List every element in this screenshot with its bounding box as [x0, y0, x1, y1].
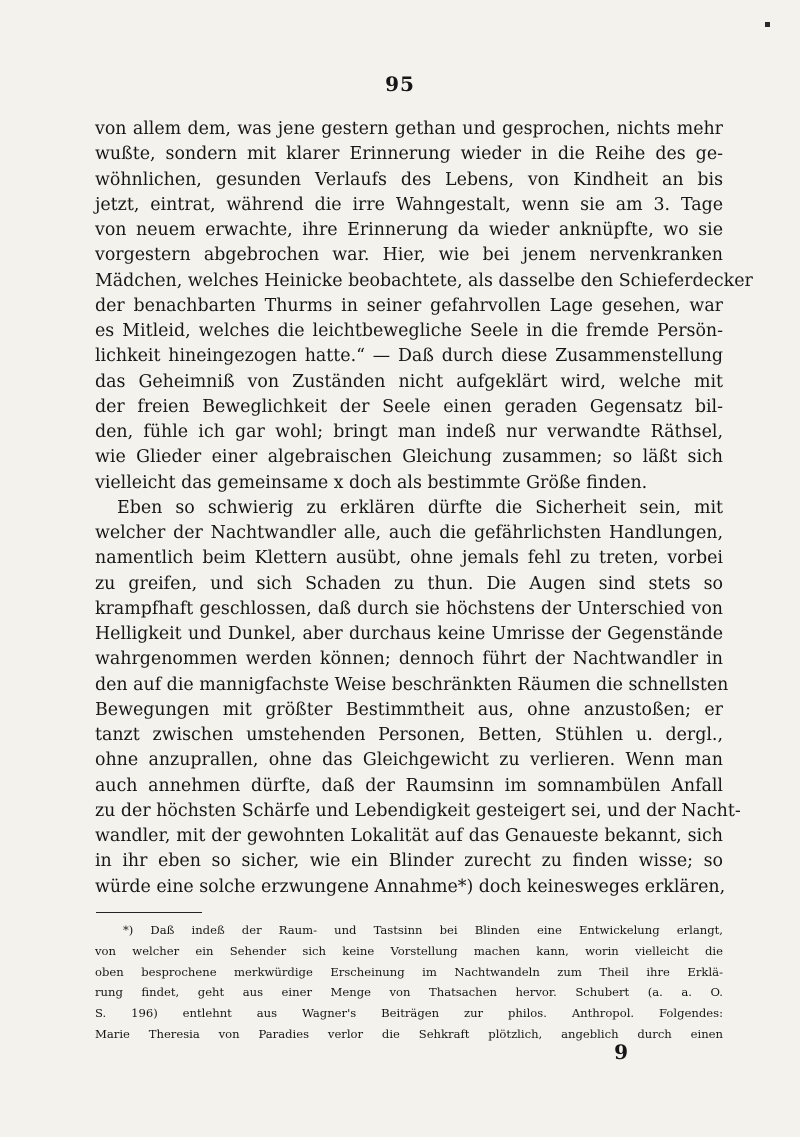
text-line: zu greifen, und sich Schaden zu thun. Die Augen sind stets so — [95, 573, 723, 594]
text-line: den, fühle ich gar wohl; bringt man indeß nur verwandte Räthsel, — [95, 422, 723, 442]
text-line: den auf die mannigfachste Weise beschränkten Räumen die schnellsten — [95, 674, 729, 695]
text-line: wußte, sondern mit klarer Erinnerung wieder in die Reihe des ge- — [95, 144, 723, 165]
text-line: der benachbarten Thurms in seiner gefahrvollen Lage gesehen, war — [95, 295, 723, 316]
paragraph-start-line: Eben so schwierig zu erklären dürfte die Sicherheit sein, mit — [117, 497, 723, 518]
text-line: vorgestern abgebrochen war. Hier, wie bei jenem nervenkranken — [95, 245, 723, 266]
text-line: krampfhaft geschlossen, daß durch sie höchstens der Unterschied von — [95, 598, 723, 619]
text-line: lichkeit hineingezogen hatte.“ — Daß durch diese Zusammenstellung — [95, 346, 723, 367]
footnote-line: von welcher ein Sehender sich keine Vorstellung machen kann, worin vielleicht die — [95, 943, 723, 958]
text-line: der freien Beweglichkeit der Seele einen geraden Gegensatz bil- — [95, 396, 723, 417]
footnote-line: Marie Theresia von Paradies verlor die Sehkraft plötzlich, angeblich durch einen — [95, 1026, 723, 1041]
text-line: jetzt, eintrat, während die irre Wahngestalt, wenn sie am 3. Tage — [95, 194, 723, 215]
text-line: welcher der Nachtwandler alle, auch die gefährlichsten Handlungen, — [95, 523, 723, 543]
text-line: Mädchen, welches Heinicke beobachtete, als dasselbe den Schieferdecker — [95, 270, 753, 291]
footnote-line: rung findet, geht aus einer Menge von Thatsachen hervor. Schubert (a. a. O. — [95, 985, 723, 1000]
footnote — [95, 920, 723, 1045]
text-line: von neuem erwachte, ihre Erinnerung da wieder anknüpfte, wo sie — [95, 220, 723, 240]
text-line: tanzt zwischen umstehenden Personen, Betten, Stühlen u. dergl., — [95, 725, 723, 745]
text-line: wandler, mit der gewohnten Lokalität auf das Genaueste bekannt, sich — [95, 826, 723, 846]
text-line: das Geheimniß von Zuständen nicht aufgeklärt wird, welche mit — [95, 371, 723, 392]
text-line: wie Glieder einer algebraischen Gleichung zusammen; so läßt sich — [95, 447, 723, 468]
text-line: vielleicht das gemeinsame x doch als bestimmte Größe finden. — [95, 472, 648, 493]
scan-edge-mark — [765, 22, 770, 27]
signature-mark: 9 — [614, 1040, 628, 1064]
text-line: wahrgenommen werden können; dennoch führt der Nachtwandler in — [95, 649, 723, 670]
text-line: ohne anzuprallen, ohne das Gleichgewicht zu verlieren. Wenn man — [95, 750, 723, 771]
text-line: Bewegungen mit größter Bestimmtheit aus, ohne anzustoßen; er — [95, 699, 723, 720]
footnote-line: *) Daß indeß der Raum- und Tastsinn bei Blinden eine Entwickelung erlangt, — [123, 923, 723, 937]
text-line: Helligkeit und Dunkel, aber durchaus keine Umrisse der Gegenstände — [95, 624, 723, 644]
page-number: 95 — [385, 72, 415, 96]
text-line: in ihr eben so sicher, wie ein Blinder zurecht zu finden wisse; so — [95, 851, 723, 872]
text-line: namentlich beim Klettern ausübt, ohne jemals fehl zu treten, vorbei — [95, 548, 723, 569]
text-line: es Mitleid, welches die leichtbewegliche Seele in die fremde Persön- — [95, 321, 723, 341]
body-text — [95, 117, 753, 900]
text-line: von allem dem, was jene gestern gethan und gesprochen, nichts mehr — [95, 119, 723, 139]
footnote-line: oben besprochene merkwürdige Erscheinung im Nachtwandeln zum Theil ihre Erklä- — [95, 964, 723, 979]
text-line: würde eine solche erzwungene Annahme*) doch keinesweges erklären, — [95, 876, 726, 897]
footnote-line: S. 196) entlehnt aus Wagner's Beiträgen zur philos. Anthropol. Folgendes: — [95, 1006, 723, 1021]
text-line: wöhnlichen, gesunden Verlaufs des Lebens, von Kindheit an bis — [95, 169, 723, 190]
text-line: zu der höchsten Schärfe und Lebendigkeit gesteigert sei, und der Nacht- — [95, 800, 741, 821]
text-line: auch annehmen dürfte, daß der Raumsinn im somnambülen Anfall — [95, 775, 723, 796]
footnote-rule — [96, 912, 202, 913]
